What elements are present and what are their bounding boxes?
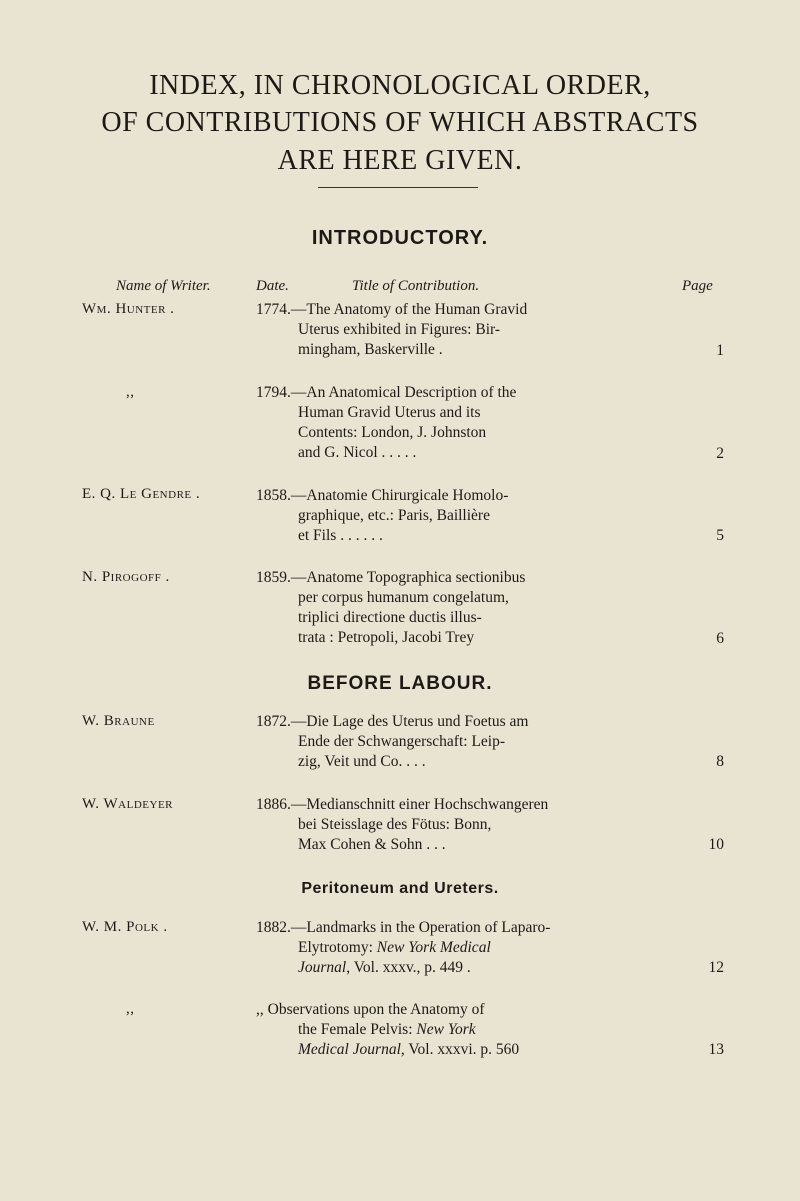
entry-title	[256, 486, 648, 546]
entry-title-line: and G. Nicol . . . . .	[298, 444, 417, 461]
entry-title	[256, 1000, 648, 1060]
entry-title-line: 1886.—Medianschnitt einer Hochschwangeren	[256, 796, 549, 813]
entry-writer: E. Q. Le Gendre .	[82, 486, 201, 502]
entry-title-line: Max Cohen & Sohn . . .	[298, 836, 446, 853]
entry-title-line: graphique, etc.: Paris, Baillière	[298, 507, 490, 524]
entry-title-line: bei Steisslage des Fötus: Bonn,	[298, 816, 492, 833]
entry-title-line: Human Gravid Uterus and its	[298, 404, 481, 421]
entry-title-line: Ende der Schwangerschaft: Leip-	[298, 733, 506, 750]
entry-writer: N. Pirogoff .	[82, 569, 170, 585]
entry-title	[256, 568, 648, 648]
entry-page-number: 5	[716, 527, 724, 544]
entry-writer: W. M. Polk .	[82, 919, 168, 935]
column-header-writer: Name of Writer.	[116, 278, 211, 294]
entry-title-line: zig, Veit und Co. . . .	[298, 753, 426, 770]
column-header-date: Date.	[256, 278, 289, 294]
entry-title-line: trata : Petropoli, Jacobi Trey	[298, 629, 475, 646]
section-introductory: INTRODUCTORY.	[311, 227, 489, 249]
entry-title	[256, 712, 648, 772]
entry-title	[256, 795, 648, 855]
entry-title-line: 1794.—An Anatomical Description of the	[256, 384, 517, 401]
entry-page-number: 8	[716, 753, 724, 770]
entry-writer: Wm. Hunter .	[82, 301, 175, 317]
entry-page-number: 1	[716, 342, 724, 359]
entry-writer: W. Braune	[82, 713, 155, 729]
title-divider	[318, 187, 478, 188]
entry-title-line: 1774.—The Anatomy of the Human Gravid	[256, 301, 528, 318]
entry-page-number: 10	[708, 836, 724, 853]
entry-title-line: 1858.—Anatomie Chirurgicale Homolo-	[256, 487, 509, 504]
column-header-page: Page	[682, 278, 713, 294]
entry-title-line: Journal, Vol. xxxv., p. 449 .	[298, 959, 471, 976]
section-before-labour: BEFORE LABOUR.	[307, 673, 493, 694]
column-header-title: Title of Contribution.	[352, 278, 480, 294]
entry-title-line: Elytrotomy: New York Medical	[298, 939, 491, 956]
entry-writer-ditto: ,,	[126, 1001, 135, 1017]
index-title-line-2: OF CONTRIBUTIONS OF WHICH ABSTRACTS	[101, 107, 699, 138]
entry-title-line: et Fils . . . . . .	[298, 527, 383, 544]
entry-title	[256, 383, 648, 463]
entry-page-number: 6	[716, 630, 724, 647]
entry-title-line: Contents: London, J. Johnston	[298, 424, 487, 441]
entry-page-number: 2	[716, 445, 724, 462]
entry-title	[256, 300, 648, 360]
entry-writer: W. Waldeyer	[82, 796, 173, 812]
section-peritoneum-ureters: Peritoneum and Ureters.	[301, 880, 499, 897]
entry-title-line: 1872.—Die Lage des Uterus und Foetus am	[256, 713, 529, 730]
entry-page-number: 13	[708, 1041, 724, 1058]
entry-title-line: the Female Pelvis: New York	[298, 1021, 476, 1038]
entry-page-number: 12	[708, 959, 724, 976]
entry-title-line: per corpus humanum congelatum,	[298, 589, 509, 606]
entry-title-line: mingham, Baskerville .	[298, 341, 443, 358]
entry-title-line: 1859.—Anatome Topographica sectionibus	[256, 569, 526, 586]
index-title-line-1: INDEX, IN CHRONOLOGICAL ORDER,	[149, 70, 651, 101]
entry-title-line: Medical Journal, Vol. xxxvi. p. 560	[298, 1041, 520, 1058]
entry-writer-ditto: ,,	[126, 384, 135, 400]
index-title-line-3: ARE HERE GIVEN.	[277, 145, 523, 176]
entry-title	[256, 918, 648, 978]
entry-title-line: ,, Observations upon the Anatomy of	[256, 1001, 485, 1018]
entry-title-line: 1882.—Landmarks in the Operation of Laparo-	[256, 919, 551, 936]
entry-title-line: Uterus exhibited in Figures: Bir-	[298, 321, 501, 338]
entry-title-line: triplici directione ductis illus-	[298, 609, 482, 626]
